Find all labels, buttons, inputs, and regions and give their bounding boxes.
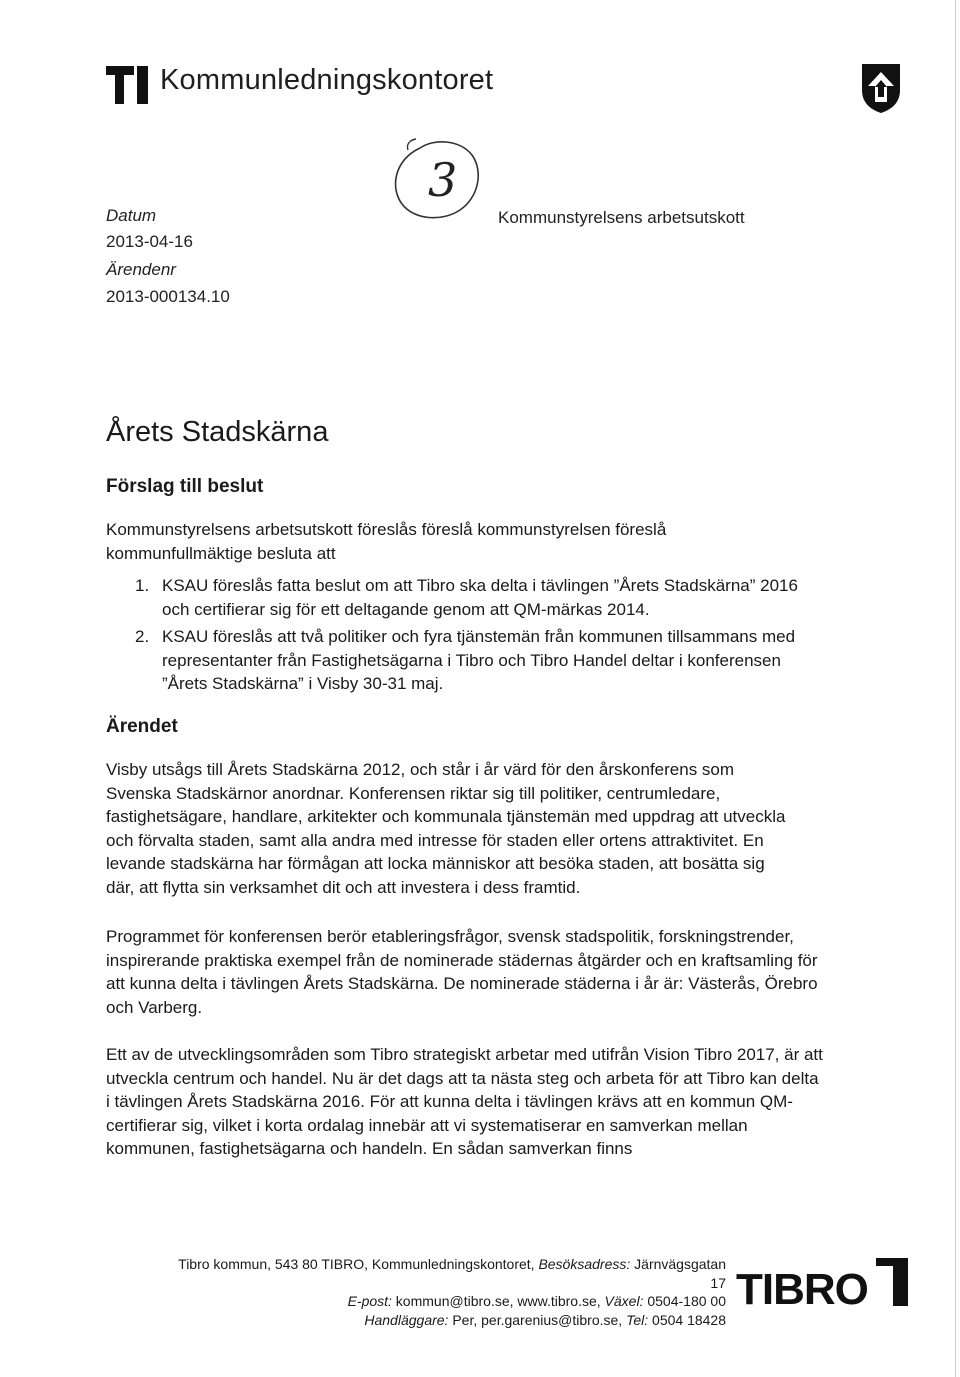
proposal-intro: Kommunstyrelsens arbetsutskott föreslås föreslå kommunstyrelsen föreslå kommunfullmäktige besluta att	[106, 520, 667, 563]
footer-address-line	[160, 1255, 726, 1292]
switchboard-label: Växel:	[604, 1293, 644, 1309]
handwritten-circled-number	[380, 130, 490, 230]
body-paragraph: Programmet för konferensen berör etableringsfrågor, svensk stadspolitik, forskningstrender, inspirerande praktiska exempel från de nominerade städernas åtgärder och en kraftsamling för att kunna delta i tävlingen Årets Stadskärna. De nominerade städerna i år är: Västerås, Örebro och Varberg.	[106, 927, 818, 1017]
tibro-brand-logo	[736, 1258, 908, 1308]
recipient: Kommunstyrelsens arbetsutskott	[498, 208, 745, 227]
visit-address-label: Besöksadress:	[538, 1256, 631, 1272]
switchboard-number: 0504-180 00	[643, 1293, 726, 1309]
handwritten-number-text: 3	[428, 153, 458, 207]
phone-label: Tel:	[626, 1311, 649, 1328]
proposal-number: 2.	[135, 627, 150, 646]
proposal-text: KSAU föreslås att två politiker och fyra tjänstemän från kommunen tillsammans med representanter från Fastighetsägarna i Tibro och Tibro Handel deltar i konferensen ”Årets Stadskärna” i Visby 30-31 maj.	[162, 627, 796, 693]
handler-contact: Per, per.garenius@tibro.se,	[448, 1311, 627, 1328]
municipal-crest-icon	[860, 62, 902, 114]
proposal-text: KSAU föreslås fatta beslut om att Tibro ska delta i tävlingen ”Årets Stadskärna” 2016 och certifierar sig för ett deltagande genom att QM-märkas 2014.	[162, 576, 798, 619]
tibro-t-logo-icon	[106, 64, 152, 106]
proposal-heading: Förslag till beslut	[106, 476, 264, 497]
date-label: Datum	[106, 206, 157, 225]
handler-label: Handläggare:	[364, 1311, 449, 1328]
case-heading: Ärendet	[106, 716, 178, 737]
proposal-number: 1.	[135, 576, 150, 595]
phone-number: 0504 18428	[648, 1311, 726, 1328]
footer-contact	[160, 1255, 726, 1329]
proposal-item	[135, 574, 805, 621]
visit-address: Järnvägsgatan 17	[630, 1256, 726, 1291]
footer-handler-line	[160, 1311, 726, 1330]
email-label: E-post:	[347, 1293, 392, 1309]
brand-logo-text: TIBRO	[736, 1265, 868, 1308]
case-number-label: Ärendenr	[106, 260, 176, 279]
body-paragraph: Visby utsågs till Årets Stadskärna 2012, och står i år värd för den årskonferens som Svenska Stadskärnor anordnar. Konferensen riktar sig till politiker, centrumledare, fastighetsägare, handlare, arkitekter och kommunala tjänstemän med uppdrag att utveckla och förvalta staden, samt alla andra med intresse för staden eller ortens attraktivitet. En levande stadskärna har förmågan att locka människor att besöka staden, att bosätta sig där, att flytta sin verksamhet dit och att investera i dess framtid.	[106, 760, 786, 897]
scan-edge-line	[955, 0, 956, 1377]
body-paragraph: Ett av de utvecklingsområden som Tibro strategiskt arbetar med utifrån Vision Tibro 2017, är att utveckla centrum och handel. Nu är det dags att ta nästa steg och arbeta för att Tibro kan delta i tävlingen Årets Stadskärna 2016. För att kunna delta i tävlingen krävs att en kommun QM-certifierar sig, vilket i korta ordalag innebär att vi systematiserar en samverkan mellan kommunen, fastighetsägarna och handeln. En sådan samverkan finns	[106, 1045, 823, 1158]
case-number-value: 2013-000134.10	[106, 287, 230, 306]
proposal-item	[135, 625, 805, 696]
org-name: Kommunledningskontoret	[160, 64, 494, 96]
footer-address: Tibro kommun, 543 80 TIBRO, Kommunledningskontoret,	[178, 1256, 539, 1272]
date-value: 2013-04-16	[106, 232, 193, 251]
email-web: kommun@tibro.se, www.tibro.se,	[391, 1293, 605, 1309]
document-title: Årets Stadskärna	[106, 416, 329, 448]
footer-contact-line	[160, 1292, 726, 1311]
proposal-list	[135, 574, 805, 700]
